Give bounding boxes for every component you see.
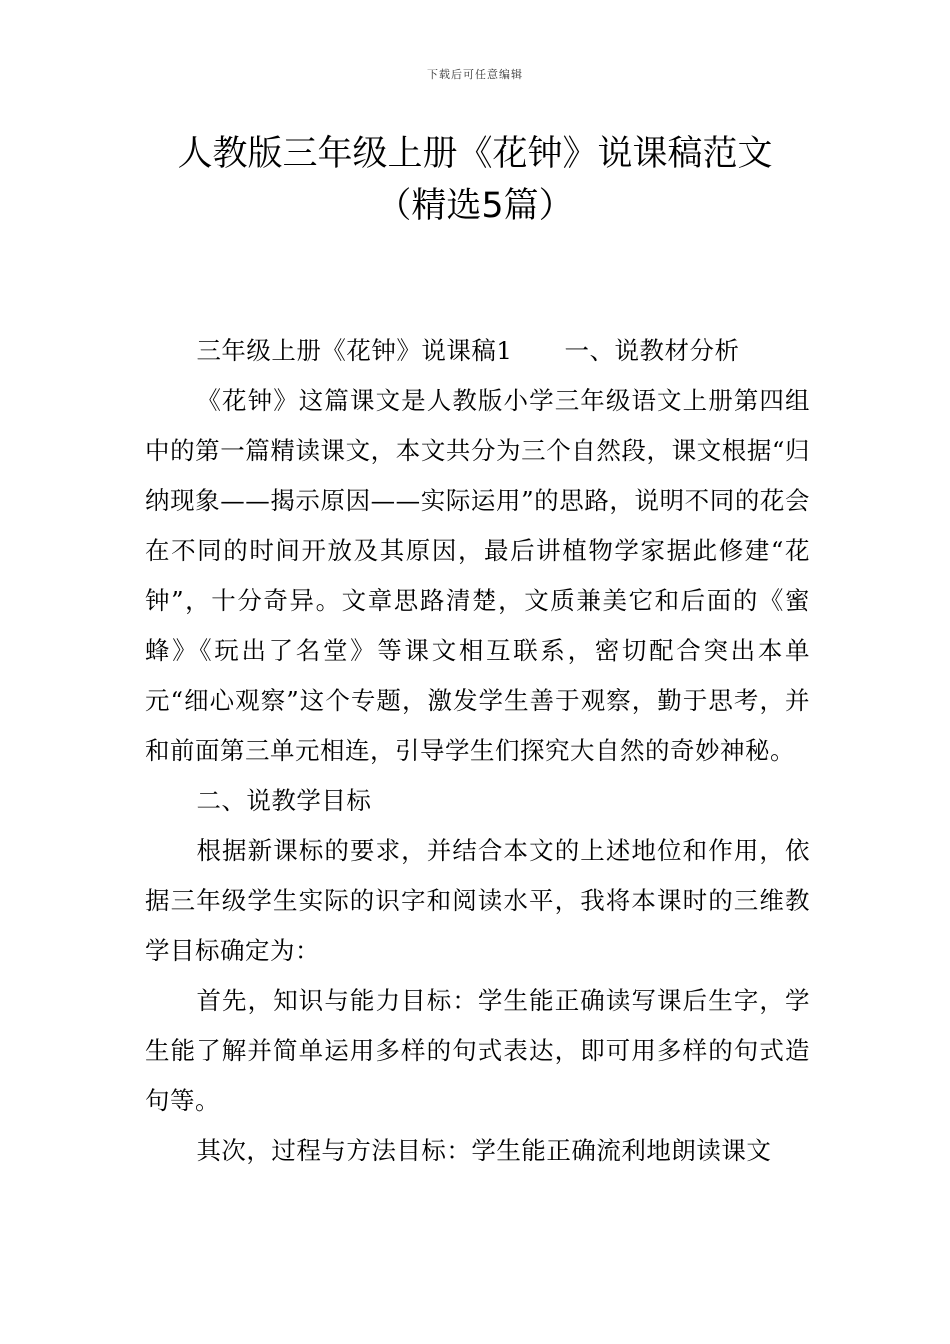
paragraph-process-goal: 其次，过程与方法目标：学生能正确流利地朗读课文 <box>196 1136 772 1165</box>
header-note: 下载后可任意编辑 <box>427 68 523 81</box>
heading-teaching-material: 一、说教材分析 <box>564 336 740 365</box>
heading-teaching-goals: 二、说教学目标 <box>196 786 372 815</box>
paragraph-goals-intro: 根据新课标的要求，并结合本文的上述地位和作用，依据三年级学生实际的识字和阅读水平，我将本课时的三维教学目标确定为： <box>145 836 810 965</box>
title-line-2: （精选5篇） <box>376 186 574 226</box>
paragraph-material-analysis: 《花钟》这篇课文是人教版小学三年级语文上册第四组中的第一篇精读课文，本文共分为三个自然段，课文根据“归纳现象——揭示原因——实际运用”的思路，说明不同的花会在不同的时间开放及其原因，最后讲植物学家据此修建“花钟”，十分奇异。文章思路清楚，文质兼美它和后面的《蜜蜂》《玩出了名堂》等课文相互联系，密切配合突出本单元“细心观察”这个专题，激发学生善于观察，勤于思考，并和前面第三单元相连，引导学生们探究大自然的奇妙神秘。 <box>145 386 810 765</box>
section-title: 三年级上册《花钟》说课稿1 <box>196 336 513 365</box>
title-line-1: 人教版三年级上册《花钟》说课稿范文 <box>177 134 773 174</box>
paragraph-knowledge-goal: 首先，知识与能力目标：学生能正确读写课后生字，学生能了解并简单运用多样的句式表达，即可用多样的句式造句等。 <box>145 986 810 1115</box>
document-body <box>145 326 810 1176</box>
document-title <box>0 128 950 232</box>
section-heading-line <box>145 326 810 376</box>
